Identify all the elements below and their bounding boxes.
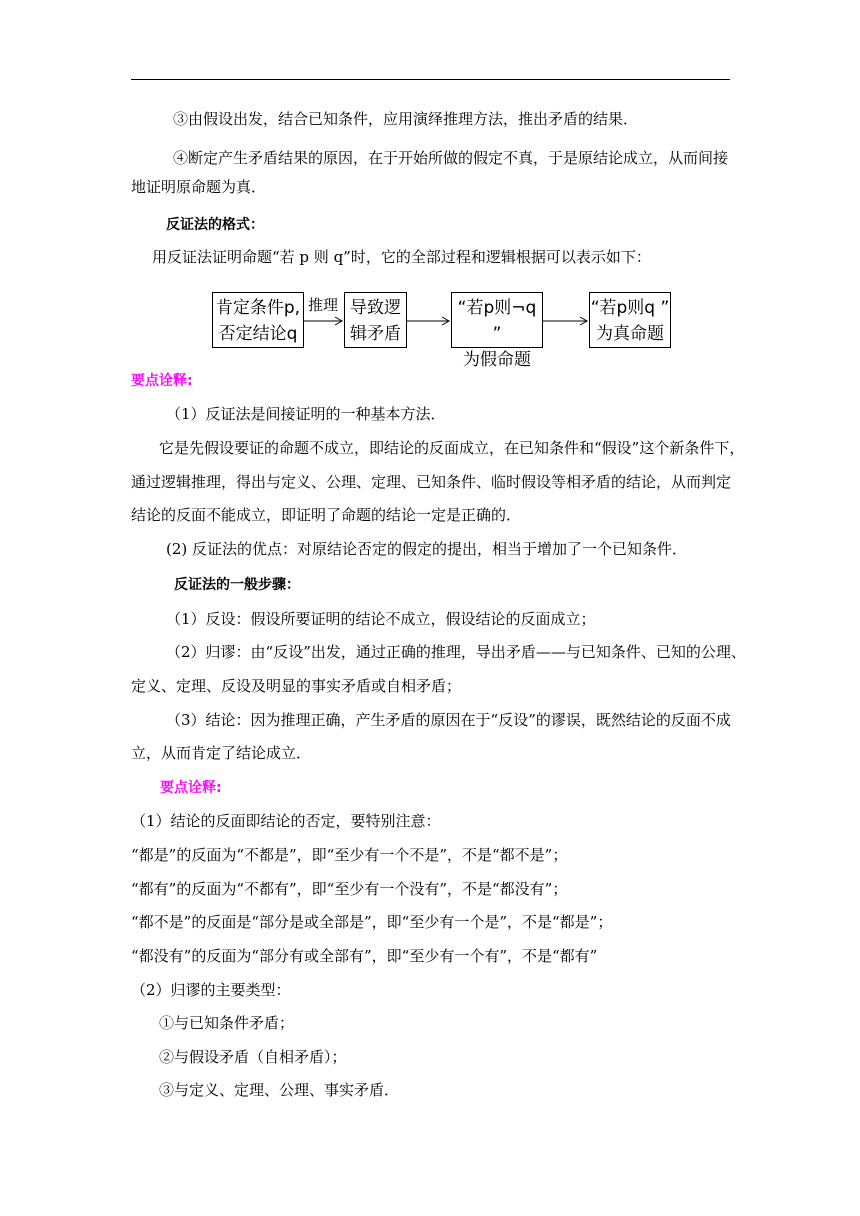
notes1-para-line2: 通过逻辑推理，得出与定义、公理、定理、已知条件、临时假设等相矛盾的结论，从而判定 [131,473,732,491]
arrow-label-reasoning: 推理 [308,296,339,314]
box4-line2: 为真命题 [596,324,664,344]
notes1-para-line1: 它是先假设要证的命题不成立，即结论的反面成立，在已知条件和“假设”这个新条件下， [159,439,745,457]
notes2-type2: ②与假设矛盾（自相矛盾）； [159,1048,347,1066]
steps-heading: 反证法的一般步骤： [174,577,300,593]
step4-text-line2: 地证明原命题为真． [131,178,267,196]
steps-step3-line2: 立，从而肯定了结论成立． [131,744,312,762]
box1-line1: 肯定条件p, [215,298,301,318]
arrow-right-icon [304,314,344,328]
notes2-type3: ③与定义、定理、公理、事实矛盾． [159,1081,400,1099]
notes2-example2: “都有”的反面为“不都有”，即“至少有一个没有”，不是“都没有”； [131,880,568,898]
diagram-box-false-proposition [451,292,543,370]
steps-step2-line1: （2）归谬：由“反设”出发，通过正确的推理，导出矛盾——与已知条件、已知的公理、 [166,643,746,661]
notes2-heading: 要点诠释: [160,780,222,796]
step4-text-line1: ④断定产生矛盾结果的原因，在于开始所做的假定不真，于是原结论成立，从而间接 [173,149,729,167]
notes2-example4: “都没有”的反面为“部分有或全部有”，即“至少有一个有”，不是“都有” [131,947,598,965]
arrow-right-icon [543,314,589,328]
box2-line1: 导致逻 [350,298,401,318]
notes1-item2: (2) 反证法的优点：对原结论否定的假定的提出，相当于增加了一个已知条件． [166,540,688,558]
notes2-example1: “都是”的反面为“不都是”，即“至少有一个不是”，不是“都不是”； [131,846,568,864]
notes2-type1: ①与已知条件矛盾； [159,1014,295,1032]
notes1-heading: 要点诠释: [131,373,193,389]
notes1-para-line3: 结论的反面不能成立，即证明了命题的结论一定是正确的． [131,506,522,524]
notes1-item1: （1）反证法是间接证明的一种基本方法． [166,405,446,423]
box3-line2: 为假命题 [463,350,531,370]
diagram-box-assumption [212,292,304,348]
box3-line1: “若p则¬q ” [457,298,537,344]
step3-text: ③由假设出发，结合已知条件，应用演绎推理方法，推出矛盾的结果． [173,110,639,128]
box4-line1: “若p则q ” [590,298,670,318]
box1-line2: 否定结论q [218,324,298,344]
diagram-box-true-proposition [589,292,671,348]
steps-step1: （1）反设：假设所要证明的结论不成立，假设结论的反面成立； [166,610,596,628]
box2-line2: 辑矛盾 [350,324,401,344]
header-rule [131,79,730,80]
format-heading: 反证法的格式： [166,217,264,233]
proof-flow-diagram [212,290,672,370]
format-description: 用反证法证明命题“若 p 则 q”时，它的全部过程和逻辑根据可以表示如下： [152,248,651,266]
steps-step3-line1: （3）结论：因为推理正确，产生矛盾的原因在于“反设”的谬误，既然结论的反面不成 [166,711,731,729]
notes2-n2: （2）归谬的主要类型： [131,981,291,999]
diagram-box-contradiction [344,292,407,348]
notes2-example3: “都不是”的反面是“部分是或全部是”，即“至少有一个是”，不是“都是”； [131,913,613,931]
steps-step2-line2: 定义、定理、反设及明显的事实矛盾或自相矛盾； [131,677,462,695]
arrow-right-icon [407,314,451,328]
notes2-n1: （1）结论的反面即结论的否定，要特别注意： [131,812,441,830]
